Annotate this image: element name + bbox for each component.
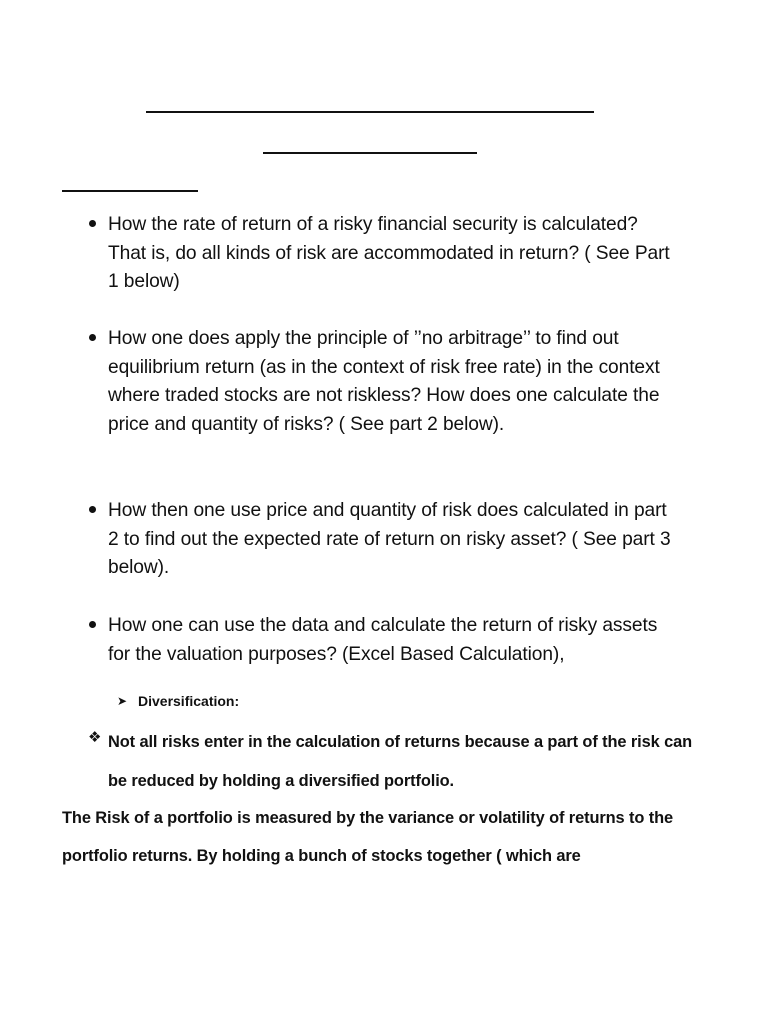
bullet-dot-icon — [89, 621, 96, 628]
list-item-text: How then one use price and quantity of risk does calculated in part 2 to find out the expected rate of return on risky asset? ( See part 3 below). — [108, 500, 671, 579]
section-underline-rule — [62, 190, 198, 192]
bullet-dot-icon — [89, 220, 96, 227]
title-underline-rule — [146, 111, 594, 113]
subtitle-underline-rule — [263, 152, 477, 154]
arrow-bullet-icon: ➤ — [117, 694, 128, 708]
diversification-point: Not all risks enter in the calculation of returns because a part of the risk can be reduced by holding a diversified portfolio. — [108, 733, 693, 790]
bullet-dot-icon — [89, 334, 96, 341]
bullet-dot-icon — [89, 506, 96, 513]
diversification-heading: Diversification: — [138, 693, 240, 709]
list-item-text: How one can use the data and calculate the return of risky assets for the valuation purposes? (Excel Based Calculation), — [108, 615, 658, 665]
list-item-text: How one does apply the principle of ’’no arbitrage’’ to find out equilibrium return (as in the context of risk free rate) in the context where traded stocks are not riskless? How does one calculate the price and quantity of risks? ( See part 2 below). — [108, 328, 660, 435]
portfolio-risk-paragraph: The Risk of a portfolio is measured by the variance or volatility of returns to the portfolio returns. By holding a bunch of stocks together ( which are — [62, 809, 674, 865]
diamond-bullet-icon: ❖ — [88, 729, 102, 746]
list-item-text: How the rate of return of a risky financial security is calculated? That is, do all kinds of risk are accommodated in return? ( See Part 1 below) — [108, 214, 670, 293]
